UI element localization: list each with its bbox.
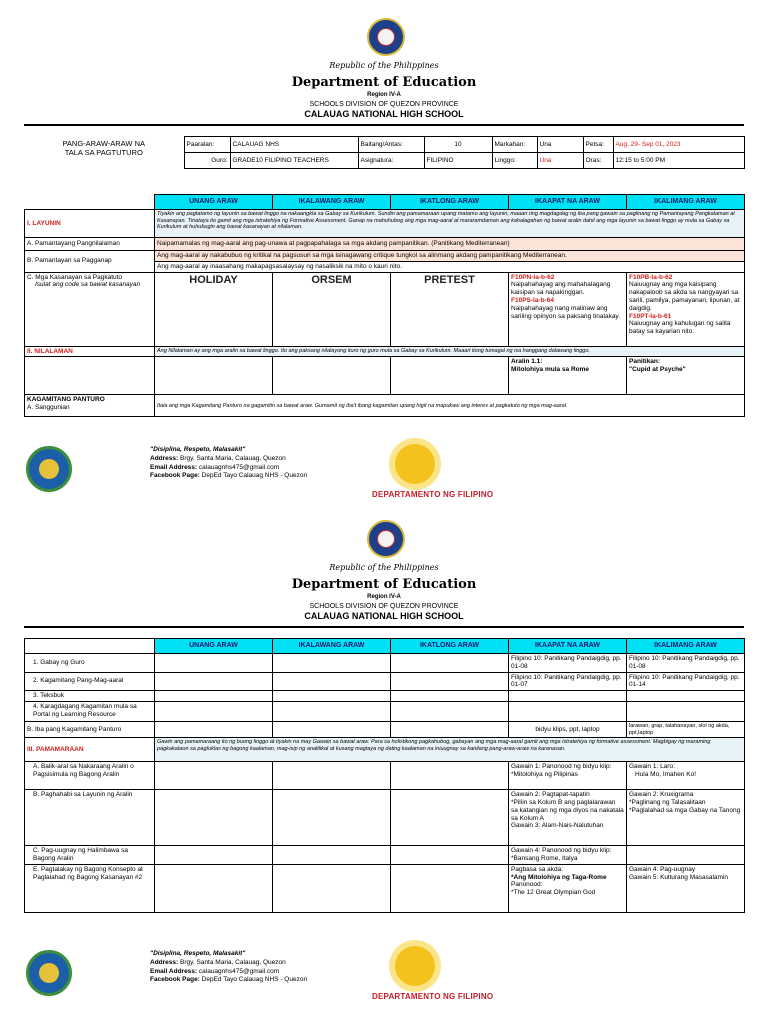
pagtalakay-d4: Pagbasa sa akda: *Ang Mitolohiya ng Taga-Rome Panonood: *The 12 Great Olympian God [509,864,627,912]
day-header-2: IKALAWANG ARAW [273,195,391,210]
gabay-d4: Filipino 10: Panitikang Pandaigdig, pp. 01-08 [509,654,627,673]
balik-aral-label: A. Balik-aral sa Nakaraang Aralin o Pagsisimula ng Bagong Aralin [25,762,155,790]
day-header-5: IKALIMANG ARAW [627,195,745,210]
iba-label: B. Iba pang Kagamitang Panturo [25,721,155,737]
iba-d5: larawan, grap, talahanayan, slol ng akda, ppt,laptop [627,721,745,737]
school-seal-icon [26,446,72,492]
day-header-3b: IKATLONG ARAW [391,639,509,654]
pamantayang-pangnilalaman-label: A. Pamantayang Pangnilalaman [25,238,155,251]
oras-value: 12:15 to 5:00 PM [613,153,744,169]
linggo-label: Linggo: [492,153,537,169]
holiday-cell: HOLIDAY [155,272,273,346]
nilalaman-d3 [391,357,509,395]
baitang-label: Baitang/Antas: [358,137,424,153]
pamantayang-pangnilalaman-text: Naipamamalas ng mag-aaral ang pag-unawa at pagpapahalaga sa mga akdang pampanitikan. (Panitikang Mediterranean) [155,238,745,251]
deped-seal-icon [367,18,405,56]
day-header-4b: IKAAPAT NA ARAW [509,639,627,654]
pag-uugnay-label: C. Pag-uugnay ng Halimbawa sa Bagong Aralin [25,846,155,865]
nilalaman-d2 [273,357,391,395]
corner-cell-2 [25,639,155,654]
day-header-1b: UNANG ARAW [155,639,273,654]
region-label-2: Region IV-A [367,594,401,600]
kasanayan-label: C. Mga Kasanayan sa Pagkatuto Isulat ang code sa bawat kasanayan [25,272,155,346]
pamamaraan-label: III. PAMAMARAAN [25,738,155,762]
departamento-logo-2: DEPARTAMENTO NG FILIPINO [372,992,494,1001]
nilalaman-blank [25,357,155,395]
panitikan-cell: Panitikan: "Cupid at Psyche" [627,357,745,395]
header-divider [24,124,744,126]
dll-title: PANG-ARAW-ARAW NA TALA SA PAGTUTURO [62,138,145,157]
asignatura-value: FILIPINO [424,153,492,169]
layunin-text: Tiyakin ang pagtatamo ng layunin sa bawat linggo na nakaangkla sa Gabay sa Kurikulum. Sundin ang pamamaraan upang matamo ang layunin, maaari ring magdagdag ng iba pang gawain sa paglinang ng Pamantayang Pangkalaman at Kasanayan. Tinataya ito gamit ang mga istratehiya ng Formative Assessment. Ganap na mahuhubog ang mga mag-aaral at mararamdaman ang kahalagahan ng bawat aralin dahil ang mga layunin sa bawat linggo ay mula sa Gabay sa Kurikulum at huhubugin ang bawat kasanayan at nilalaman. [155,210,745,238]
karagdagang-label: 4. Karagdagang Kagamitan mula sa Portal ng Learning Resource [25,701,155,721]
republic-label: Republic of the Philippines [329,61,439,70]
pamantayan-pagganap-text-2: Ang mag-aaral ay inaasahang makapagsasalaysay ng nasaliksik na mito o kauri nito. [155,261,745,272]
paghahabi-d5: Gawain 2: Kruxigrama *Paglinang ng Talasalitaan *Paglalahad sa mga Gabay na Tanong [627,790,745,846]
pamantayan-pagganap-text: Ang mag-aaral ay nakabubuo ng kritikal na pagsusuri sa mga isinagawang critique tungkol sa alinmang akdang pampanitikang Mediterranean. [155,251,745,262]
department-title-2: Department of Education [291,577,477,592]
kagamitan-text: Itala ang mga Kagamitang Panturo na gagamitin sa bawat araw. Gumamit ng iba't ibang kagamitan upang higit na mapukaw ang interes at pagkatuto ng mga mag-aaral. [155,395,745,417]
pamantayan-pagganap-label: B. Pamantayan sa Pagganap [25,251,155,273]
sun-logo-icon [395,444,435,484]
day-header-3: IKATLONG ARAW [391,195,509,210]
iba-d4: bidyu klips, ppt, laptop [509,721,627,737]
kagamitan-d5: Filipino 10: Panitikang Pandaigdig, pp. 01-14 [627,672,745,691]
deped-seal-icon-2 [367,520,405,558]
school-seal-icon-2 [26,950,72,996]
pamamaraan-text: Gawin ang pamamaraang ito ng buong linggo at tiyakin na may Gawain sa bawat araw. Para sa holistikong pagkahubog, gabayan ang mga mag-aaral gamit ang mga istratehiya ng formative assessment. Magbigay ng maraming pagkakataon sa pagtuklas ng bagong kaalaman, mag-isip ng analitikal at kusang magtaya ng dating kaalaman na iniuugnay sa kanilang pang-araw-araw na karanasan. [155,738,745,762]
asignatura-label: Asignatura: [358,153,424,169]
linggo-value: Una [537,153,583,169]
pag-uugnay-d4: Gawain 4: Panonood ng bidyu klip: *Bansang Rome, Italya [509,846,627,865]
day-header-1: UNANG ARAW [155,195,273,210]
orsem-cell: ORSEM [273,272,391,346]
info-table [24,136,745,169]
sun-logo-icon-2 [395,946,435,986]
kagamitan-d4: Filipino 10: Panitikang Pandaigdig, pp. 01-07 [509,672,627,691]
dll-table-2 [24,638,745,913]
paaralan-value: CALAUAG NHS [230,137,358,153]
kagamitan-label: KAGAMITANG PANTURO A. Sanggunian [25,395,155,417]
balik-aral-d4: Gawain 1: Panonood ng bidyu klip: *Mitolohiya ng Pilipinas [509,762,627,790]
oras-label: Oras: [583,153,613,169]
nilalaman-label: II. NILALAMAN [25,346,155,357]
dll-table-1 [24,194,745,417]
school-contact: "Disiplina, Respeto, Malasakit" Address: Brgy. Santa Maria, Calauag, Quezon Email Address: calauagnhs475@gmail.com Facebook Page: DepEd Tayo Calauag NHS - Quezon [150,446,308,480]
day-header-4: IKAAPAT NA ARAW [509,195,627,210]
school-name-2: CALAUAG NATIONAL HIGH SCHOOL [304,611,464,621]
petsa-value: Aug. 29- Sep 01, 2023 [613,137,744,153]
departamento-logo: DEPARTAMENTO NG FILIPINO [372,490,494,499]
day-header-2b: IKALAWANG ARAW [273,639,391,654]
paghahabi-d4: Gawain 2: Pagtapat-tapatin *Piliin sa Kolum B ang paglalarawan sa katangian ng mga diyos na nakatala sa Kolum A Gawain 3: Alam-Nais-Nalutuhan [509,790,627,846]
paaralan-label: Paaralan: [184,137,230,153]
gabay-label: 1. Gabay ng Guro [25,654,155,673]
paghahabi-label: B. Paghahabi sa Layunin ng Aralin [25,790,155,846]
petsa-label: Petsa: [583,137,613,153]
pagtalakay-d5: Gawain 4: Pag-uugnay Gawain 5: Kulturang Masasalamin [627,864,745,912]
header-divider-2 [24,626,744,628]
republic-label-2: Republic of the Philippines [329,563,439,572]
kagamitan-ma-label: 2. Kagamitang Pang-Mag-aaral [25,672,155,691]
division-label: SCHOOLS DIVISION OF QUEZON PROVINCE [309,101,459,108]
pretest-cell: PRETEST [391,272,509,346]
balik-aral-d5: Gawain 1: Laro: Hula Mo, Imahen Ko! [627,762,745,790]
layunin-label: I. LAYUNIN [25,210,155,238]
day4-competencies: F10PN-Ia-b-62 Naipahahayag ang mahahalagang kaisipan sa napakinggan. F10PS-Ia-b-64 Naipahahayag nang malinaw ang sariling opinyon sa paksang tinalakay. [509,272,627,346]
division-label-2: SCHOOLS DIVISION OF QUEZON PROVINCE [309,603,459,610]
corner-cell [25,195,155,210]
baitang-value: 10 [424,137,492,153]
gabay-d5: Filipino 10: Panitikang Pandaigdig, pp. 01-08 [627,654,745,673]
nilalaman-d1 [155,357,273,395]
guro-value: GRADE10 FILIPINO TEACHERS [230,153,358,169]
aralin-cell: Aralin 1.1: Mitolohiya mula sa Rome [509,357,627,395]
day5-competencies: F10PB-Ia-b-62 Naiuugnay ang mga kaisipang nakapaloob sa akda sa nangyayari sa sarili, pamilya, pamayanan, lipunan, at daigdig. F10PT-Ia-b-61 Naiuugnay ang kahulugan ng salita batay sa kayarian nito. [627,272,745,346]
school-name: CALAUAG NATIONAL HIGH SCHOOL [304,109,464,119]
department-title: Department of Education [291,75,477,90]
nilalaman-text: Ang Nilalaman ay ang mga aralin sa bawat linggo. Ito ang paksang nilalayong ituro ng guro mula sa Gabay sa Kurikulum. Maaari itong tumagal ng isa hanggang dalawang linggo. [155,346,745,357]
markahan-value: Una [537,137,583,153]
day-header-5b: IKALIMANG ARAW [627,639,745,654]
school-contact-2: "Disiplina, Respeto, Malasakit" Address: Brgy. Santa Maria, Calauag, Quezon Email Address: calauagnhs475@gmail.com Facebook Page: DepEd Tayo Calauag NHS - Quezon [150,950,308,984]
pagtalakay-label: E. Pagtalakay ng Bagong Konsepto at Paglalahad ng Bagong Kasanayan #2 [25,864,155,912]
markahan-label: Markahan: [492,137,537,153]
region-label: Region IV-A [367,92,401,98]
guro-label: Guro: [184,153,230,169]
teksbuk-label: 3. Teksbuk [25,691,155,702]
